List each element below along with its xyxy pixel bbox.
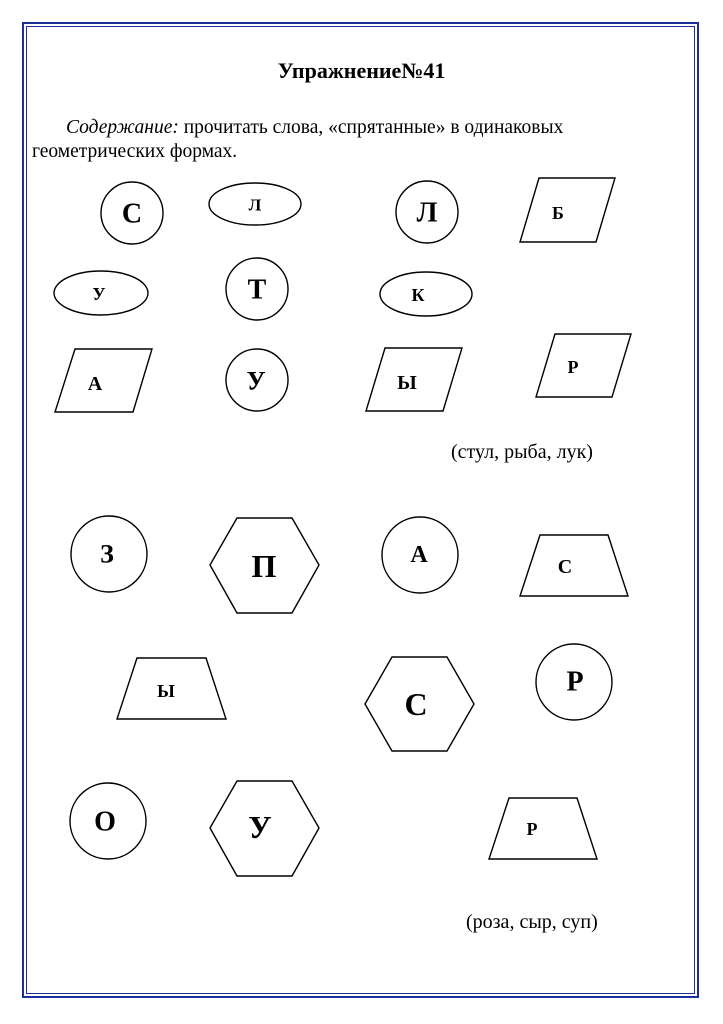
answer-group1: (стул, рыба, лук) xyxy=(451,441,593,463)
shape-trapezoid xyxy=(489,798,597,859)
shape-circle xyxy=(226,349,288,411)
shape-letter: С xyxy=(404,686,428,722)
shape-letter: Р xyxy=(526,819,538,839)
shape-letter: Ы xyxy=(397,372,417,394)
shape-letter: Ы xyxy=(157,681,175,701)
shape-ellipse xyxy=(380,272,472,316)
shape-letter: Т xyxy=(247,274,267,306)
shape-circle xyxy=(382,517,458,593)
shape-letter: А xyxy=(87,373,103,395)
shape-parallelogram xyxy=(366,348,462,411)
shape-letter: К xyxy=(411,285,425,305)
shape-hexagon xyxy=(365,657,474,751)
shape-letter: З xyxy=(100,539,114,569)
shape-letter: С xyxy=(121,198,143,230)
shape-trapezoid xyxy=(117,658,226,719)
shape-trapezoid xyxy=(520,535,628,596)
shape-letter: О xyxy=(94,806,116,838)
shape-letter: Р xyxy=(567,357,579,377)
shape-parallelogram xyxy=(536,334,631,397)
shape-parallelogram xyxy=(520,178,615,242)
shape-circle xyxy=(101,182,163,244)
shape-circle xyxy=(70,783,146,859)
shape-letter: Л xyxy=(416,197,438,229)
shape-letter: А xyxy=(410,542,428,568)
instructions-text-line2: геометрических формах. xyxy=(32,141,238,162)
shape-parallelogram xyxy=(55,349,152,412)
shape-ellipse xyxy=(54,271,148,315)
shape-letter: У xyxy=(246,366,266,396)
shape-letter: У xyxy=(248,809,272,845)
answer-group2: (роза, сыр, суп) xyxy=(466,911,598,933)
exercise-title: Упражнение№41 xyxy=(277,58,446,83)
shape-circle xyxy=(396,181,458,243)
shape-letter: Б xyxy=(552,203,564,223)
shape-circle xyxy=(536,644,612,720)
shape-letter: У xyxy=(92,284,106,304)
shape-letter: С xyxy=(557,556,573,578)
shape-circle xyxy=(71,516,147,592)
instructions-text-line1: прочитать слова, «спрятанные» в одинаковых xyxy=(178,117,564,138)
shape-hexagon xyxy=(210,781,319,876)
instructions-label: Содержание: xyxy=(66,117,179,138)
shape-letter: Л xyxy=(248,195,262,215)
shape-letter: Р xyxy=(566,666,584,698)
shape-ellipse xyxy=(209,183,301,225)
shape-circle xyxy=(226,258,288,320)
shape-hexagon xyxy=(210,518,319,613)
shape-letter: П xyxy=(251,548,277,584)
